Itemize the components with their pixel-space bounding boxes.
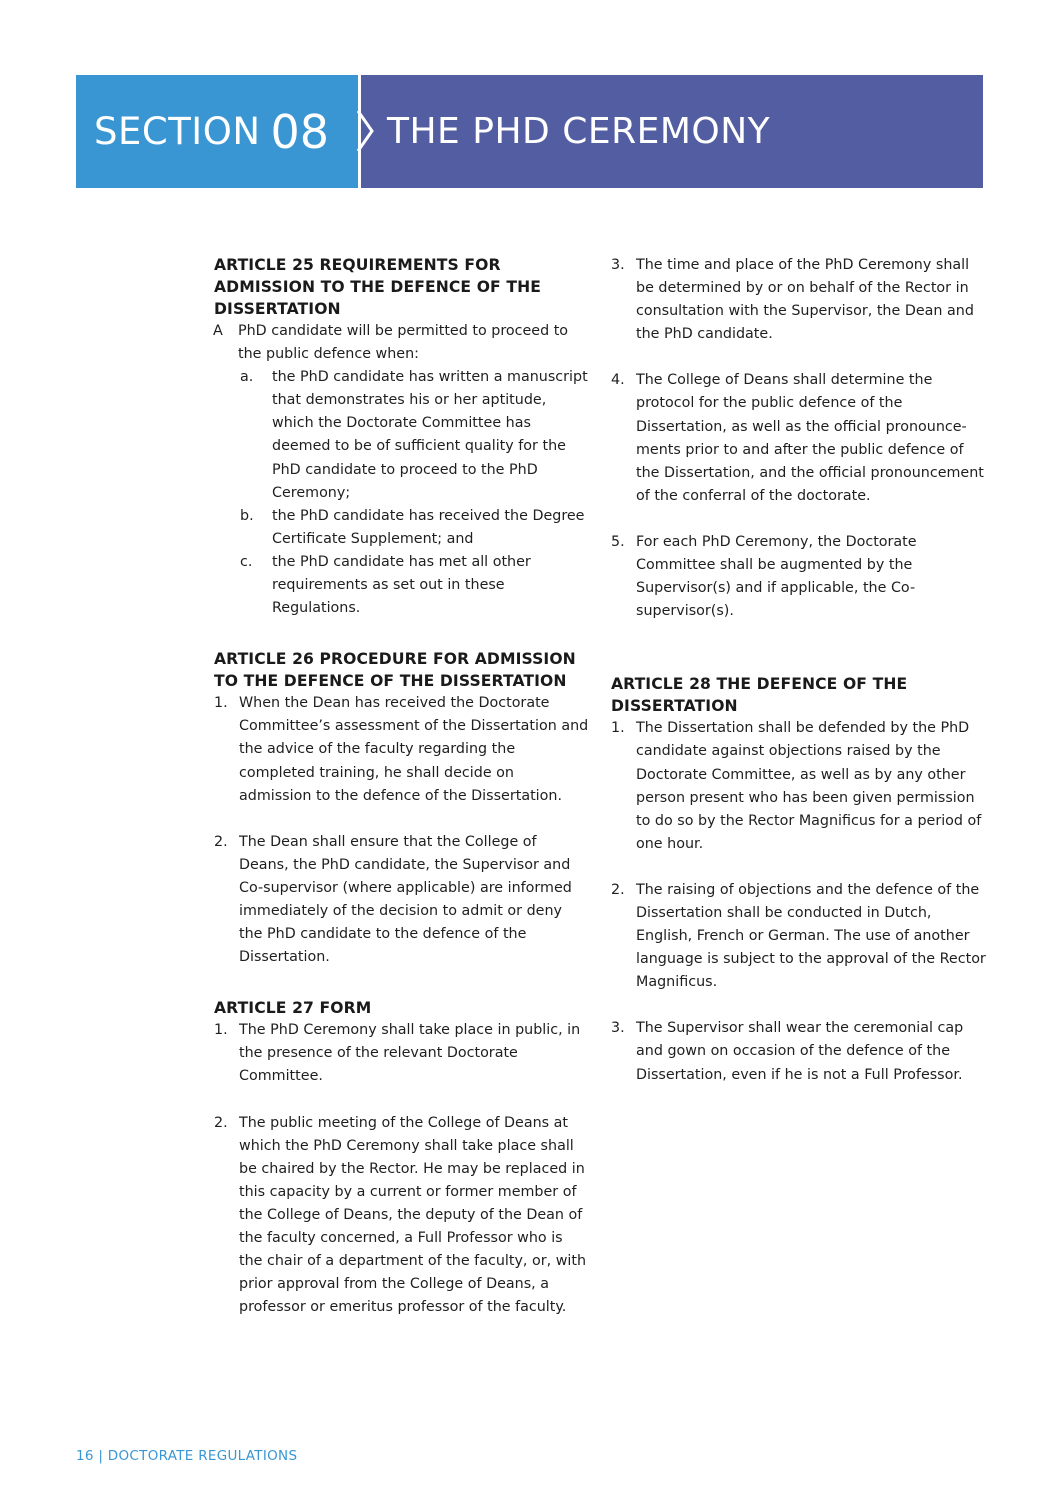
- item-text: For each PhD Ceremony, the Doctorate Committee shall be augmented by the Supervisor(s) and if applicable, the Co-supervisor(s).: [636, 533, 917, 620]
- item-marker: 2.: [611, 881, 625, 898]
- list-item: [611, 369, 986, 508]
- article-25-heading: ARTICLE 25 REQUIREMENTS FOR ADMISSION TO THE DEFENCE OF THE DISSERTATION: [214, 256, 541, 318]
- item-marker: 3.: [611, 257, 625, 273]
- item-text: The PhD Ceremony shall take place in public, in the presence of the relevant Doctorate Committee.: [239, 1022, 581, 1085]
- list-item: [214, 692, 589, 807]
- section-title: THE PHD CEREMONY: [387, 111, 771, 152]
- item-marker: 2.: [214, 1114, 228, 1131]
- item-marker: a.: [240, 369, 254, 386]
- item-marker: 1.: [214, 1022, 228, 1039]
- item-text: the PhD candidate has written a manuscript that demonstrates his or her aptitude, which the Doctorate Committee has deemed to be of sufficient quality for the PhD candidate to proceed to the PhD Ceremony;: [272, 369, 588, 501]
- item-marker: c.: [240, 553, 253, 570]
- intro-text: PhD candidate will be permitted to proceed to the public defence when:: [238, 323, 569, 363]
- section-label: [76, 75, 358, 188]
- item-text: The time and place of the PhD Ceremony shall be determined by or on behalf of the Rector in consultation with the Supervisor, the Dean and the PhD candidate.: [636, 257, 974, 343]
- chevron-right-icon: [354, 75, 378, 188]
- item-text: When the Dean has received the Doctorate Committee’s assessment of the Dissertation and the advice of the faculty regarding the completed training, he shall decide on admission to the defence of the Dissertation.: [239, 695, 589, 804]
- item-marker: b.: [240, 507, 254, 524]
- item-text: the PhD candidate has received the Degree Certificate Supplement; and: [272, 507, 585, 547]
- item-marker: 3.: [611, 1020, 625, 1037]
- item-text: The public meeting of the College of Deans at which the PhD Ceremony shall take place shall be chaired by the Rector. He may be replaced in this capacity by a current or former member of the College of Deans, the deputy of the Dean of the faculty concerned, a Full Professor who is the chair of a department of the faculty, or, with prior approval from the College of Deans, a professor or emeritus professor of the faculty.: [239, 1114, 587, 1316]
- right-column: [611, 254, 986, 1087]
- list-item: [239, 551, 589, 620]
- list-item: [214, 831, 589, 970]
- article-27-heading: ARTICLE 27 FORM: [214, 999, 372, 1018]
- list-item: [611, 879, 986, 994]
- item-marker: 1.: [214, 695, 228, 712]
- list-item: [239, 505, 589, 551]
- intro-marker: A: [213, 323, 223, 339]
- left-column: [214, 254, 589, 1319]
- item-marker: 4.: [611, 372, 625, 389]
- item-text: the PhD candidate has met all other requirements as set out in these Regulations.: [272, 553, 531, 617]
- article-28-heading: ARTICLE 28 THE DEFENCE OF THE DISSERTATION: [611, 675, 908, 716]
- list-item: [239, 366, 589, 505]
- item-marker: 5.: [611, 533, 625, 550]
- list-item: [611, 1017, 986, 1086]
- section-banner: [76, 75, 983, 188]
- item-marker: 2.: [214, 833, 228, 850]
- list-item: [611, 717, 986, 856]
- page-footer: 16 | DOCTORATE REGULATIONS: [76, 1448, 298, 1464]
- section-number: 08: [270, 104, 330, 159]
- item-marker: 1.: [611, 720, 625, 737]
- item-text: The College of Deans shall determine the protocol for the public defence of the Dissertation, as well as the official pronounce-ments prior to and after the public defence of the Dissertation, and the official pronouncement of the conferral of the doctorate.: [636, 372, 984, 504]
- section-word: SECTION: [94, 110, 261, 153]
- list-item: [214, 1112, 589, 1320]
- item-text: The Supervisor shall wear the ceremonial cap and gown on occasion of the defence of the Dissertation, even if he is not a Full Professor.: [636, 1020, 964, 1083]
- article-26-heading: ARTICLE 26 PROCEDURE FOR ADMISSION TO THE DEFENCE OF THE DISSERTATION: [214, 650, 576, 691]
- list-item: [611, 254, 986, 346]
- item-text: The raising of objections and the defence of the Dissertation shall be conducted in Dutch, English, French or German. The use of another language is subject to the approval of the Rector Magnificus.: [636, 881, 986, 991]
- item-text: The Dissertation shall be defended by the PhD candidate against objections raised by the Doctorate Committee, as well as by any other person present who has been given permission to do so by the Rector Magnificus for a period of one hour.: [636, 720, 982, 852]
- list-item: [214, 1019, 589, 1088]
- section-title-box: [361, 75, 983, 188]
- item-text: The Dean shall ensure that the College of Deans, the PhD candidate, the Supervisor and Co-supervisor (where applicable) are informed immediately of the decision to admit or deny the PhD candidate to the defence of the Dissertation.: [239, 833, 572, 966]
- article-25-intro: [213, 320, 589, 366]
- list-item: [611, 531, 986, 623]
